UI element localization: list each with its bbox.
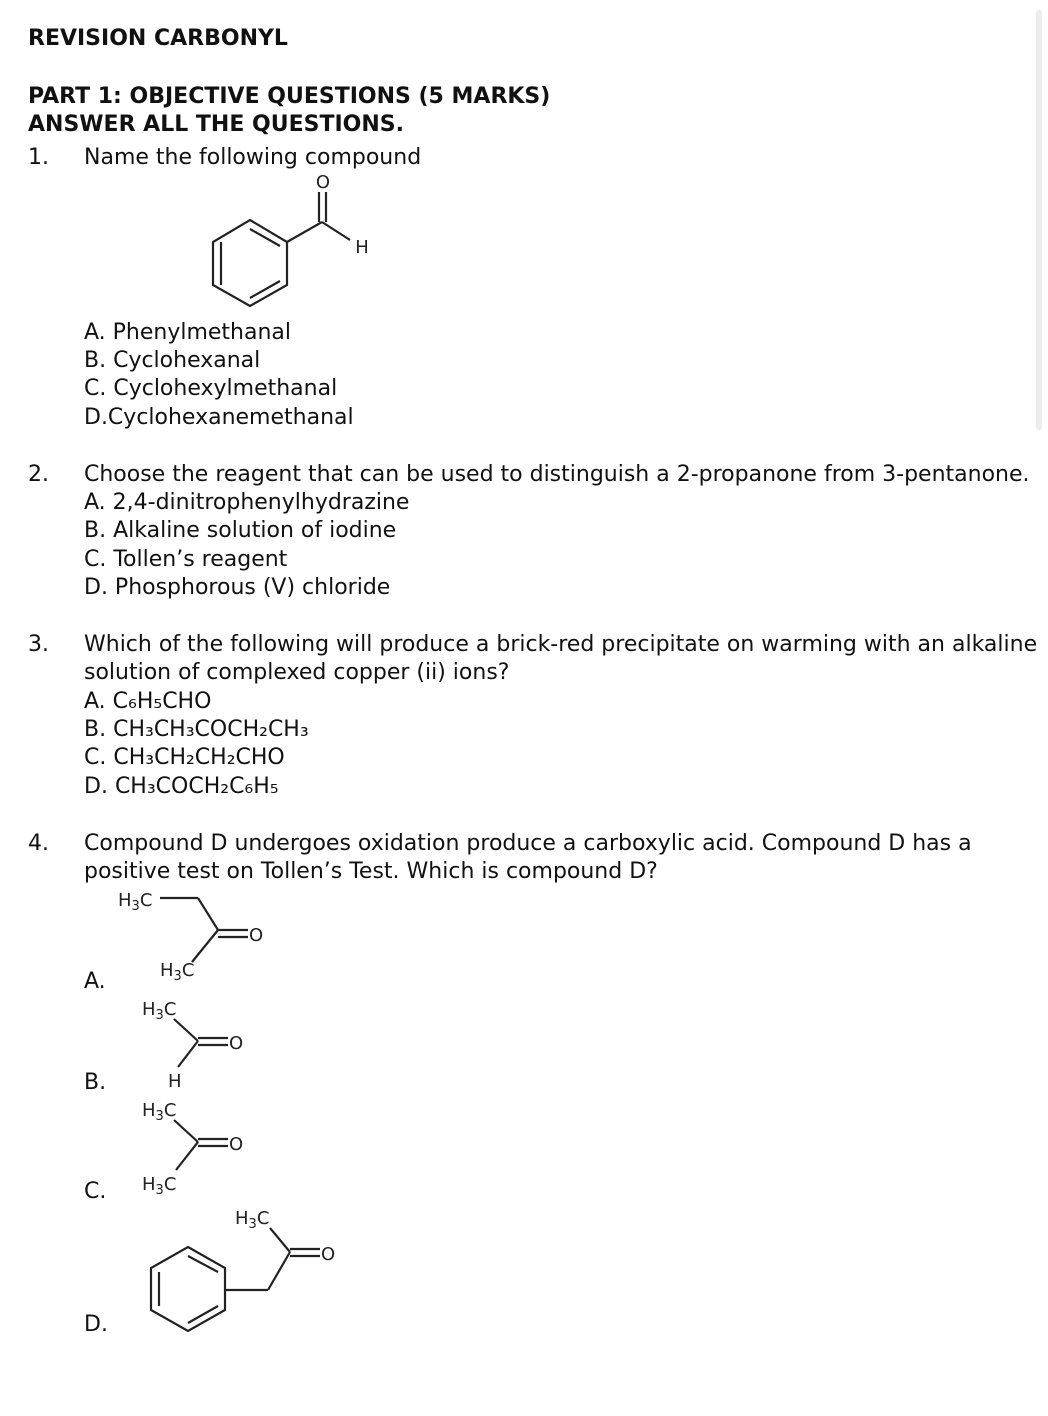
scrollbar[interactable] xyxy=(1036,10,1042,430)
ch3-label: $H_3C$ xyxy=(142,1100,177,1124)
option-c: C. Tollen’s reagent xyxy=(84,547,288,572)
option-d: D. xyxy=(84,1312,108,1337)
hydrogen-label: H xyxy=(355,237,369,258)
option-b: B. Alkaline solution of iodine xyxy=(84,518,397,543)
oxygen-label: O xyxy=(249,925,264,946)
hydrogen-label: H xyxy=(168,1071,182,1092)
option-d: D. Phosphorous (V) chloride xyxy=(84,575,391,600)
instruction: ANSWER ALL THE QUESTIONS. xyxy=(28,112,404,137)
oxygen-label: O xyxy=(315,172,331,193)
formula: CH₃CH₃COCH₂CH₃ xyxy=(113,717,309,742)
question-number: 2. xyxy=(28,462,49,487)
ch3-label: $H_3C$ xyxy=(142,999,177,1023)
option-a: A. 2,4-dinitrophenylhydrazine xyxy=(84,490,410,515)
structure-c xyxy=(140,1092,260,1197)
benzaldehyde-structure xyxy=(200,170,400,310)
oxygen-label: O xyxy=(229,1134,244,1155)
formula: CH₃COCH₂C₆H₅ xyxy=(114,774,279,799)
question-number: 4. xyxy=(28,831,49,856)
option-b: B. xyxy=(84,1070,107,1095)
ch3-label: $H_3C$ xyxy=(160,960,195,984)
structure-d xyxy=(130,1200,360,1340)
formula: CH₃CH₂CH₂CHO xyxy=(113,745,285,770)
option-b: B. CH₃CH₃COCH₂CH₃ xyxy=(84,717,309,742)
question-number: 1. xyxy=(28,145,49,170)
option-a: A. Phenylmethanal xyxy=(84,320,292,345)
option-d: D.Cyclohexanemethanal xyxy=(84,405,354,430)
ch3-label: $H_3C$ xyxy=(118,890,153,914)
option-a: A. C₆H₅CHO xyxy=(84,689,212,714)
question-text: Choose the reagent that can be used to distinguish a 2-propanone from 3-pentanone. xyxy=(84,462,1030,487)
oxygen-label: O xyxy=(229,1033,244,1054)
option-d: D. CH₃COCH₂C₆H₅ xyxy=(84,774,279,799)
ch3-label: $H_3C$ xyxy=(235,1208,270,1232)
page-title: REVISION CARBONYL xyxy=(28,26,288,51)
question-text-line2: positive test on Tollen’s Test. Which is compound D? xyxy=(84,859,658,884)
question-text-line1: Compound D undergoes oxidation produce a carboxylic acid. Compound D has a xyxy=(84,831,972,856)
question-text-line2: solution of complexed copper (ii) ions? xyxy=(84,660,510,685)
oxygen-label: O xyxy=(321,1244,336,1265)
question-number: 3. xyxy=(28,632,49,657)
formula: C₆H₅CHO xyxy=(112,689,212,714)
question-text-line1: Which of the following will produce a brick-red precipitate on warming with an alkaline xyxy=(84,632,1038,657)
ch3-label: $H_3C$ xyxy=(142,1174,177,1198)
part-heading: PART 1: OBJECTIVE QUESTIONS (5 MARKS) xyxy=(28,84,551,109)
option-b: B. Cyclohexanal xyxy=(84,348,261,373)
structure-b xyxy=(140,993,260,1093)
option-c: C. Cyclohexylmethanal xyxy=(84,376,338,401)
question-text: Name the following compound xyxy=(84,145,422,170)
option-c: C. CH₃CH₂CH₂CHO xyxy=(84,745,285,770)
option-c: C. xyxy=(84,1179,107,1204)
structure-a xyxy=(110,884,290,989)
option-a: A. xyxy=(84,969,106,994)
